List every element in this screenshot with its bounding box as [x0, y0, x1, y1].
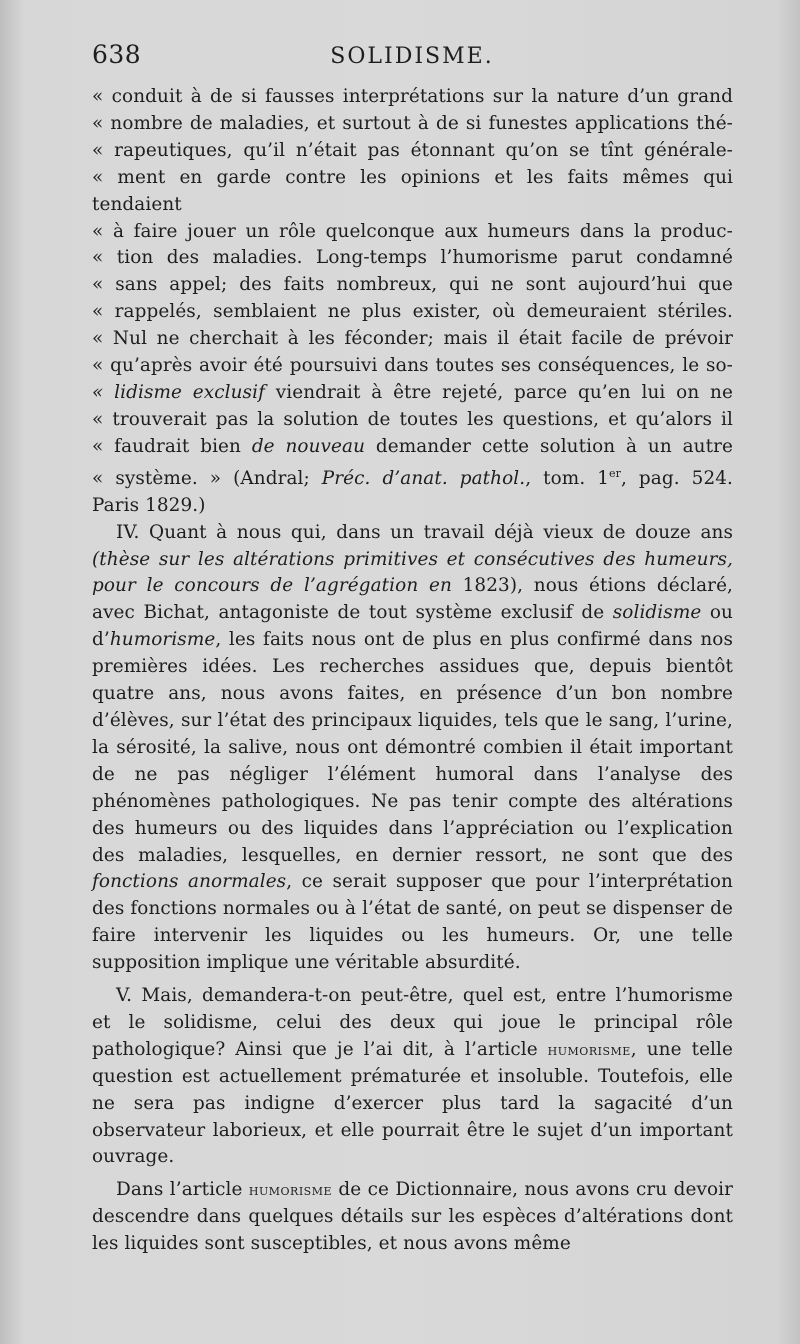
quote-line: [92, 434, 733, 461]
quote-line: « Nul ne cherchait à les féconder; mais il était facile de prévoir: [92, 328, 733, 350]
page-number: 638: [92, 40, 142, 69]
quote-line: « ment en garde contre les opinions et les faits mêmes qui tendaient: [92, 166, 733, 215]
citation-line: [92, 461, 733, 493]
text-run: 1823), nous étions déclaré, avec Bichat, antagoniste de tout système exclusif de: [92, 575, 733, 624]
citation-title: Préc. d’anat. pathol.: [321, 467, 526, 489]
text-run: , ce serait supposer que pour l’interprétation des fonctions normales ou à l’état de santé, on peut se dispenser de faire intervenir les liquides ou les humeurs. Or, une telle supposition implique une véritable absurdité.: [92, 871, 733, 974]
page-header: [92, 40, 732, 80]
superscript: er: [609, 466, 622, 480]
italic-phrase: humorisme: [109, 629, 216, 651]
italic-phrase: solidisme: [612, 602, 702, 624]
italic-phrase: fonctions anormales: [92, 871, 287, 893]
citation-text: « système. » (Andral;: [92, 467, 322, 489]
quote-line: « qu’après avoir été poursuivi dans toutes ses conséquences, le so-: [92, 355, 733, 377]
small-caps-term: humorisme: [248, 1180, 332, 1200]
text-run: , une telle question est actuellement prématurée et insoluble. Toutefois, elle ne sera pas indigne d’exercer plus tard la sagacité d’un observateur laborieux, et elle pourrait être le sujet d’un important ouvrage.: [92, 1038, 733, 1168]
text-run: de ce Dictionnaire, nous avons cru devoir descendre dans quelques détails sur les espèces d’altérations dont les liquides sont susceptibles, et nous avons même: [92, 1179, 733, 1255]
paragraph-iv: [92, 520, 733, 977]
paragraph-v: [92, 983, 733, 1171]
italic-phrase: (thèse sur les altérations primitives et consécutives des humeurs, pour le concours de l’agrégation en: [92, 548, 733, 597]
quote-line: « tion des maladies. Long-temps l’humorisme parut condamné: [92, 247, 733, 269]
quote-line: « sans appel; des faits nombreux, qui ne sont aujourd’hui que: [92, 274, 733, 296]
text-run: , les faits nous ont de plus en plus confirmé dans nos premières idées. Les recherches assidues que, depuis bientôt quatre ans, nous avons faites, en présence d’un bon nombre d’élèves, sur l’état des principaux liquides, tels que le sang, l’urine, la sérosité, la salive, nous ont démontré combien il était important de ne pas négliger l’élément humoral dans l’analyse des phénomènes pathologiques. Ne pas tenir compte des altérations des humeurs ou des liquides dans l’appréciation ou l’explication des maladies, lesquelles, en dernier ressort, ne sont que des: [92, 629, 733, 866]
quote-line: « rappelés, semblaient ne plus exister, où demeuraient stériles.: [92, 301, 733, 323]
quote-line: « à faire jouer un rôle quelconque aux humeurs dans la produc-: [92, 220, 733, 242]
quote-line: « rapeutiques, qu’il n’était pas étonnant qu’on se tînt générale-: [92, 139, 733, 161]
italic-phrase: de nouveau: [251, 435, 366, 457]
running-title: SOLIDISME.: [330, 44, 494, 69]
quote-text: demander cette solution à un autre: [365, 435, 733, 457]
text-run: IV. Quant à nous qui, dans un travail déjà vieux de douze ans: [116, 521, 733, 543]
quote-text: « faudrait bien: [92, 435, 252, 457]
citation-text: , tom. 1: [525, 467, 610, 489]
quote-line: « conduit à de si fausses interprétations sur la nature d’un grand: [92, 86, 733, 107]
quote-text: viendrait à être rejeté, parce qu’en lui on ne: [264, 381, 733, 403]
quote-line: « nombre de maladies, et surtout à de si funestes applications thé-: [92, 112, 733, 134]
body-text: [92, 84, 733, 1258]
citation-line: Paris 1829.): [92, 494, 206, 516]
text-run: V. Mais, demandera-t-on peut-être, quel est, entre l’humorisme et le solidisme, celui des deux qui joue le principal rôle pathologique? Ainsi que je l’ai dit, à l’article: [92, 985, 733, 1060]
quote-line: « trouverait pas la solution de toutes les questions, et qu’alors il: [92, 408, 733, 430]
italic-phrase: « lidisme exclusif: [92, 381, 265, 403]
text-run: ou d’: [92, 602, 733, 651]
text-run: Dans l’article: [116, 1179, 249, 1201]
small-caps-term: humorisme: [547, 1039, 631, 1059]
citation-text: , pag. 524.: [621, 467, 733, 489]
paragraph-final: [92, 1177, 733, 1258]
quote-line: [92, 380, 733, 407]
